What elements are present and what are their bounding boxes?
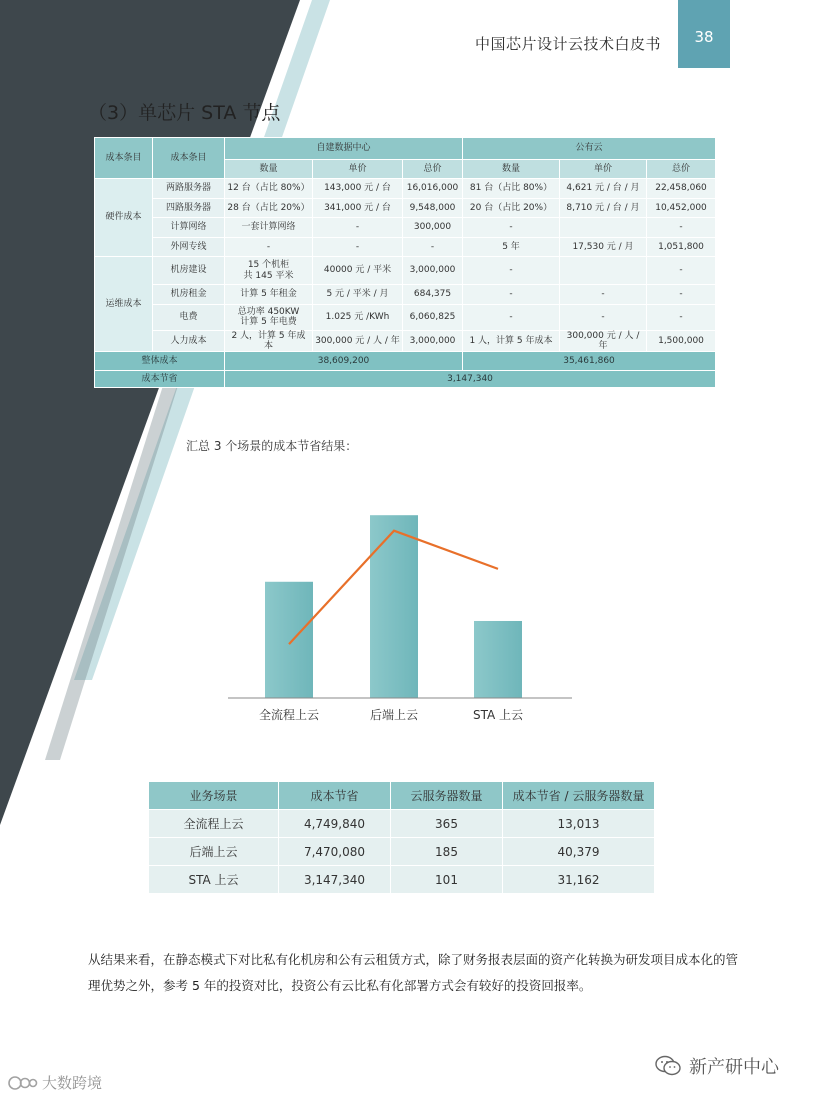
table-row [95, 285, 716, 305]
cell: - [647, 285, 716, 305]
cell: 300,000 元 / 人 / 年 [313, 330, 403, 352]
cell: - [313, 237, 403, 257]
header-self-datacenter: 自建数据中心 [225, 138, 463, 160]
cell: 17,530 元 / 月 [560, 237, 647, 257]
header-cost-item: 成本条目 [153, 138, 225, 179]
cell: STA 上云 [149, 866, 279, 894]
cell: 40,379 [503, 838, 655, 866]
cell: 684,375 [403, 285, 463, 305]
header-cloud-price: 单价 [560, 160, 647, 179]
page-number-badge: 38 [678, 0, 730, 68]
cell-line: 15 个机柜 [247, 260, 290, 271]
watermark-right-text: 新产研中心 [689, 1057, 779, 1078]
cell: 2 人，计算 5 年成本 [225, 330, 313, 352]
cell: 341,000 元 / 台 [313, 198, 403, 218]
cell: 5 元 / 平米 / 月 [313, 285, 403, 305]
cell: - [647, 257, 716, 285]
cell-line: 计算 5 年电费 [240, 317, 297, 327]
cell: - [560, 304, 647, 330]
cell [225, 257, 313, 285]
cell: 10,452,000 [647, 198, 716, 218]
cell: 5 年 [463, 237, 560, 257]
cell: 300,000 元 / 人 / 年 [560, 330, 647, 352]
table-row [95, 237, 716, 257]
table-row [149, 866, 655, 894]
cell-line: 共 145 平米 [243, 270, 294, 281]
header-self-total: 总价 [403, 160, 463, 179]
cell: - [463, 218, 560, 238]
cell: 365 [391, 810, 503, 838]
cost-saving-chart [200, 480, 600, 730]
cell: 81 台（占比 80%） [463, 179, 560, 199]
cell: 31,162 [503, 866, 655, 894]
wechat-icon [655, 1055, 681, 1077]
category-ops: 运维成本 [95, 257, 153, 352]
watermark-left-text: 大数跨境 [42, 1074, 103, 1092]
cell: 4,621 元 / 台 / 月 [560, 179, 647, 199]
watermark-left [8, 1072, 102, 1093]
total-row [95, 352, 716, 371]
cell: 3,000,000 [403, 257, 463, 285]
cell: - [403, 237, 463, 257]
cell: 1,051,800 [647, 237, 716, 257]
saving-value: 3,147,340 [225, 371, 716, 388]
watermark-right [655, 1053, 779, 1079]
cell: 28 台（占比 20%） [225, 198, 313, 218]
cell [560, 218, 647, 238]
summary-header: 成本节省 [279, 782, 391, 810]
header-cloud-total: 总价 [647, 160, 716, 179]
chart-caption: 汇总 3 个场景的成本节省结果： [186, 439, 358, 453]
cell: 4,749,840 [279, 810, 391, 838]
cell: - [463, 304, 560, 330]
cell: - [647, 218, 716, 238]
row-item: 两路服务器 [153, 179, 225, 199]
cell: 185 [391, 838, 503, 866]
bar [265, 582, 313, 698]
table-row [95, 218, 716, 238]
cell: 1.025 元 /KWh [313, 304, 403, 330]
cell: 9,548,000 [403, 198, 463, 218]
x-tick-label: 后端上云 [369, 708, 419, 722]
cell [225, 304, 313, 330]
cell: 1 人，计算 5 年成本 [463, 330, 560, 352]
summary-header: 成本节省 / 云服务器数量 [503, 782, 655, 810]
cell: 101 [391, 866, 503, 894]
cell: 143,000 元 / 台 [313, 179, 403, 199]
saving-label: 成本节省 [95, 371, 225, 388]
summary-header: 云服务器数量 [391, 782, 503, 810]
saving-row [95, 371, 716, 388]
header-self-price: 单价 [313, 160, 403, 179]
cell: 40000 元 / 平米 [313, 257, 403, 285]
cell: - [463, 257, 560, 285]
cell: 一套计算网络 [225, 218, 313, 238]
table-row [95, 257, 716, 285]
row-item: 四路服务器 [153, 198, 225, 218]
brand-logo-icon [8, 1074, 38, 1092]
summary-header: 业务场景 [149, 782, 279, 810]
section-heading: （3）单芯片 STA 节点 [88, 102, 281, 124]
cell [560, 257, 647, 285]
header-self-qty: 数量 [225, 160, 313, 179]
cell: 22,458,060 [647, 179, 716, 199]
cell: - [313, 218, 403, 238]
row-item: 机房建设 [153, 257, 225, 285]
cell: 6,060,825 [403, 304, 463, 330]
table-row [95, 198, 716, 218]
header-cost-category: 成本条目 [95, 138, 153, 179]
cell: - [225, 237, 313, 257]
table-row [95, 179, 716, 199]
cost-comparison-table [94, 137, 716, 388]
cell: 3,147,340 [279, 866, 391, 894]
cell: 全流程上云 [149, 810, 279, 838]
x-tick-label: 全流程上云 [258, 708, 320, 722]
cell: - [463, 285, 560, 305]
header-public-cloud: 公有云 [463, 138, 716, 160]
row-item: 外网专线 [153, 237, 225, 257]
cell: 8,710 元 / 台 / 月 [560, 198, 647, 218]
cell: 13,013 [503, 810, 655, 838]
cell: 7,470,080 [279, 838, 391, 866]
header-cloud-qty: 数量 [463, 160, 560, 179]
bar [370, 515, 418, 698]
row-item: 电费 [153, 304, 225, 330]
cell: 12 台（占比 80%） [225, 179, 313, 199]
cell: 后端上云 [149, 838, 279, 866]
total-label: 整体成本 [95, 352, 225, 371]
cell: - [560, 285, 647, 305]
cell: 300,000 [403, 218, 463, 238]
cell: 1,500,000 [647, 330, 716, 352]
table-row [149, 838, 655, 866]
x-tick-label: STA 上云 [472, 708, 524, 722]
summary-table [148, 781, 655, 894]
row-item: 计算网络 [153, 218, 225, 238]
cell: 16,016,000 [403, 179, 463, 199]
cell: 计算 5 年租金 [225, 285, 313, 305]
row-item: 人力成本 [153, 330, 225, 352]
document-title: 中国芯片设计云技术白皮书 [474, 35, 661, 53]
cell: - [647, 304, 716, 330]
cell-line: 总功率 450KW [237, 306, 300, 317]
row-item: 机房租金 [153, 285, 225, 305]
table-row [149, 810, 655, 838]
table-row [95, 304, 716, 330]
category-hardware: 硬件成本 [95, 179, 153, 257]
total-cloud: 35,461,860 [463, 352, 716, 371]
conclusion-paragraph: 从结果来看，在静态模式下对比私有化机房和公有云租赁方式，除了财务报表层面的资产化转换为研发项目成本化的管理优势之外，参考 5 年的投资对比，投资公有云比私有化部署方式会有较好的投资回报率。 [88, 952, 739, 993]
bar [474, 621, 522, 698]
cell: 3,000,000 [403, 330, 463, 352]
cell: 20 台（占比 20%） [463, 198, 560, 218]
table-row [95, 330, 716, 352]
total-self: 38,609,200 [225, 352, 463, 371]
